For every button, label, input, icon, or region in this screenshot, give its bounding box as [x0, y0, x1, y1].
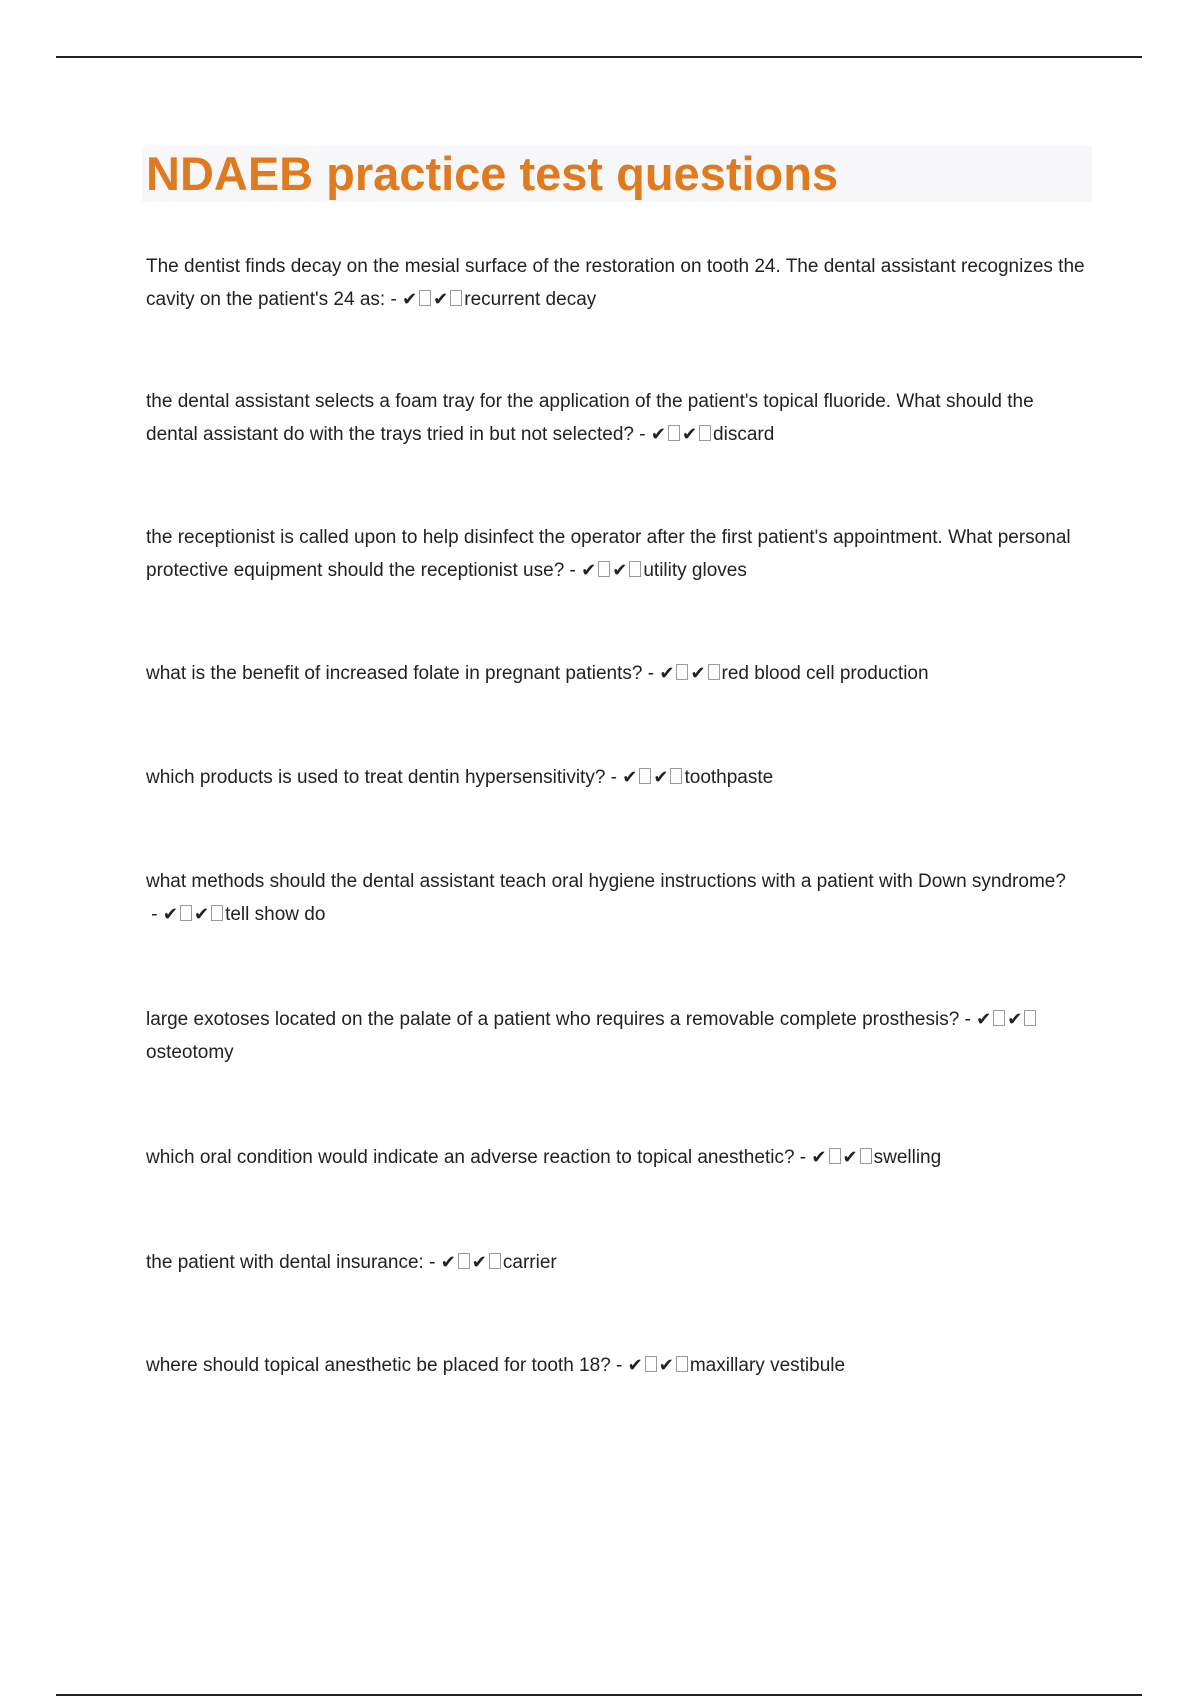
- check-icon: ✔: [681, 424, 698, 445]
- box-icon: [829, 1148, 841, 1164]
- check-icon: ✔: [690, 663, 706, 684]
- answer-text: red blood cell production: [721, 663, 929, 684]
- box-icon: [645, 1356, 657, 1372]
- box-icon: [458, 1253, 470, 1269]
- answer-text: recurrent decay: [464, 289, 597, 310]
- check-icon: ✔: [612, 560, 628, 581]
- box-icon: [670, 768, 682, 784]
- separator: -: [610, 1355, 628, 1376]
- bottom-rule: [56, 1694, 1142, 1696]
- qa-item: [146, 521, 1086, 587]
- separator: -: [146, 904, 163, 925]
- box-icon: [180, 905, 192, 921]
- check-icon: ✔: [471, 1252, 487, 1273]
- check-icon: ✔: [1007, 1009, 1023, 1030]
- qa-item: [146, 865, 1086, 931]
- question-text: what is the benefit of increased folate in pregnant patients?: [146, 663, 643, 684]
- answer-text: utility gloves: [643, 560, 747, 581]
- box-icon: [419, 290, 431, 306]
- question-text: the receptionist is called upon to help disinfect the operator after the first patient's appointment. What personal protective equipment should the receptionist use?: [146, 527, 1071, 581]
- check-icon: ✔: [440, 1252, 456, 1273]
- box-icon: [993, 1010, 1005, 1026]
- check-icon: ✔: [658, 1355, 674, 1376]
- box-icon: [639, 768, 651, 784]
- separator: -: [642, 663, 660, 684]
- box-icon: [598, 561, 610, 577]
- box-icon: [1024, 1010, 1036, 1026]
- top-rule: [56, 56, 1142, 58]
- qa-item: [146, 1003, 1086, 1069]
- question-text: The dentist finds decay on the mesial surface of the restoration on tooth 24. The dental assistant recognizes the cavity on the patient's 24 as:: [146, 256, 1085, 310]
- question-text: what methods should the dental assistant teach oral hygiene instructions with a patient with Down syndrome?: [146, 871, 1066, 892]
- check-icon: ✔: [622, 767, 638, 788]
- check-icon: ✔: [653, 767, 669, 788]
- check-icon: ✔: [162, 904, 178, 925]
- answer-text: carrier: [502, 1252, 557, 1273]
- qa-item: [146, 1141, 1086, 1174]
- page-title: NDAEB practice test questions: [146, 147, 839, 200]
- check-icon: ✔: [402, 289, 418, 310]
- qa-item: [146, 1349, 1086, 1382]
- separator: -: [794, 1147, 812, 1168]
- box-icon: [708, 664, 720, 680]
- check-icon: ✔: [659, 663, 675, 684]
- question-text: the patient with dental insurance:: [146, 1252, 424, 1273]
- check-icon: ✔: [433, 289, 449, 310]
- separator: -: [959, 1009, 977, 1030]
- qa-item: [146, 385, 1086, 451]
- box-icon: [676, 1356, 688, 1372]
- separator: -: [633, 424, 651, 445]
- answer-text: toothpaste: [684, 767, 774, 788]
- box-icon: [629, 561, 641, 577]
- check-icon: ✔: [811, 1147, 827, 1168]
- answer-text: discard: [713, 424, 775, 445]
- question-text: where should topical anesthetic be placed for tooth 18?: [146, 1355, 611, 1376]
- check-icon: ✔: [193, 904, 210, 925]
- answer-text: osteotomy: [146, 1042, 234, 1063]
- qa-item: [146, 657, 1086, 690]
- box-icon: [668, 425, 680, 441]
- question-text: which products is used to treat dentin hypersensitivity?: [146, 767, 606, 788]
- box-icon: [860, 1148, 872, 1164]
- box-icon: [211, 905, 223, 921]
- box-icon: [489, 1253, 501, 1269]
- question-text: which oral condition would indicate an adverse reaction to topical anesthetic?: [146, 1147, 795, 1168]
- answer-text: maxillary vestibule: [689, 1355, 846, 1376]
- separator: -: [385, 289, 403, 310]
- qa-item: [146, 250, 1086, 316]
- box-icon: [450, 290, 462, 306]
- check-icon: ✔: [976, 1009, 992, 1030]
- check-icon: ✔: [650, 424, 666, 445]
- check-icon: ✔: [842, 1147, 858, 1168]
- check-icon: ✔: [627, 1355, 643, 1376]
- question-text: large exotoses located on the palate of a patient who requires a removable complete prosthesis?: [146, 1009, 960, 1030]
- answer-text: tell show do: [225, 904, 326, 925]
- separator: -: [605, 767, 623, 788]
- question-text: the dental assistant selects a foam tray for the application of the patient's topical fluoride. What should the dental assistant do with the trays tried in but not selected?: [146, 391, 1034, 445]
- check-icon: ✔: [581, 560, 597, 581]
- box-icon: [699, 425, 711, 441]
- answer-text: swelling: [873, 1147, 942, 1168]
- separator: -: [564, 560, 582, 581]
- box-icon: [676, 664, 688, 680]
- qa-item: [146, 761, 1086, 794]
- qa-item: [146, 1246, 1086, 1279]
- separator: -: [423, 1252, 441, 1273]
